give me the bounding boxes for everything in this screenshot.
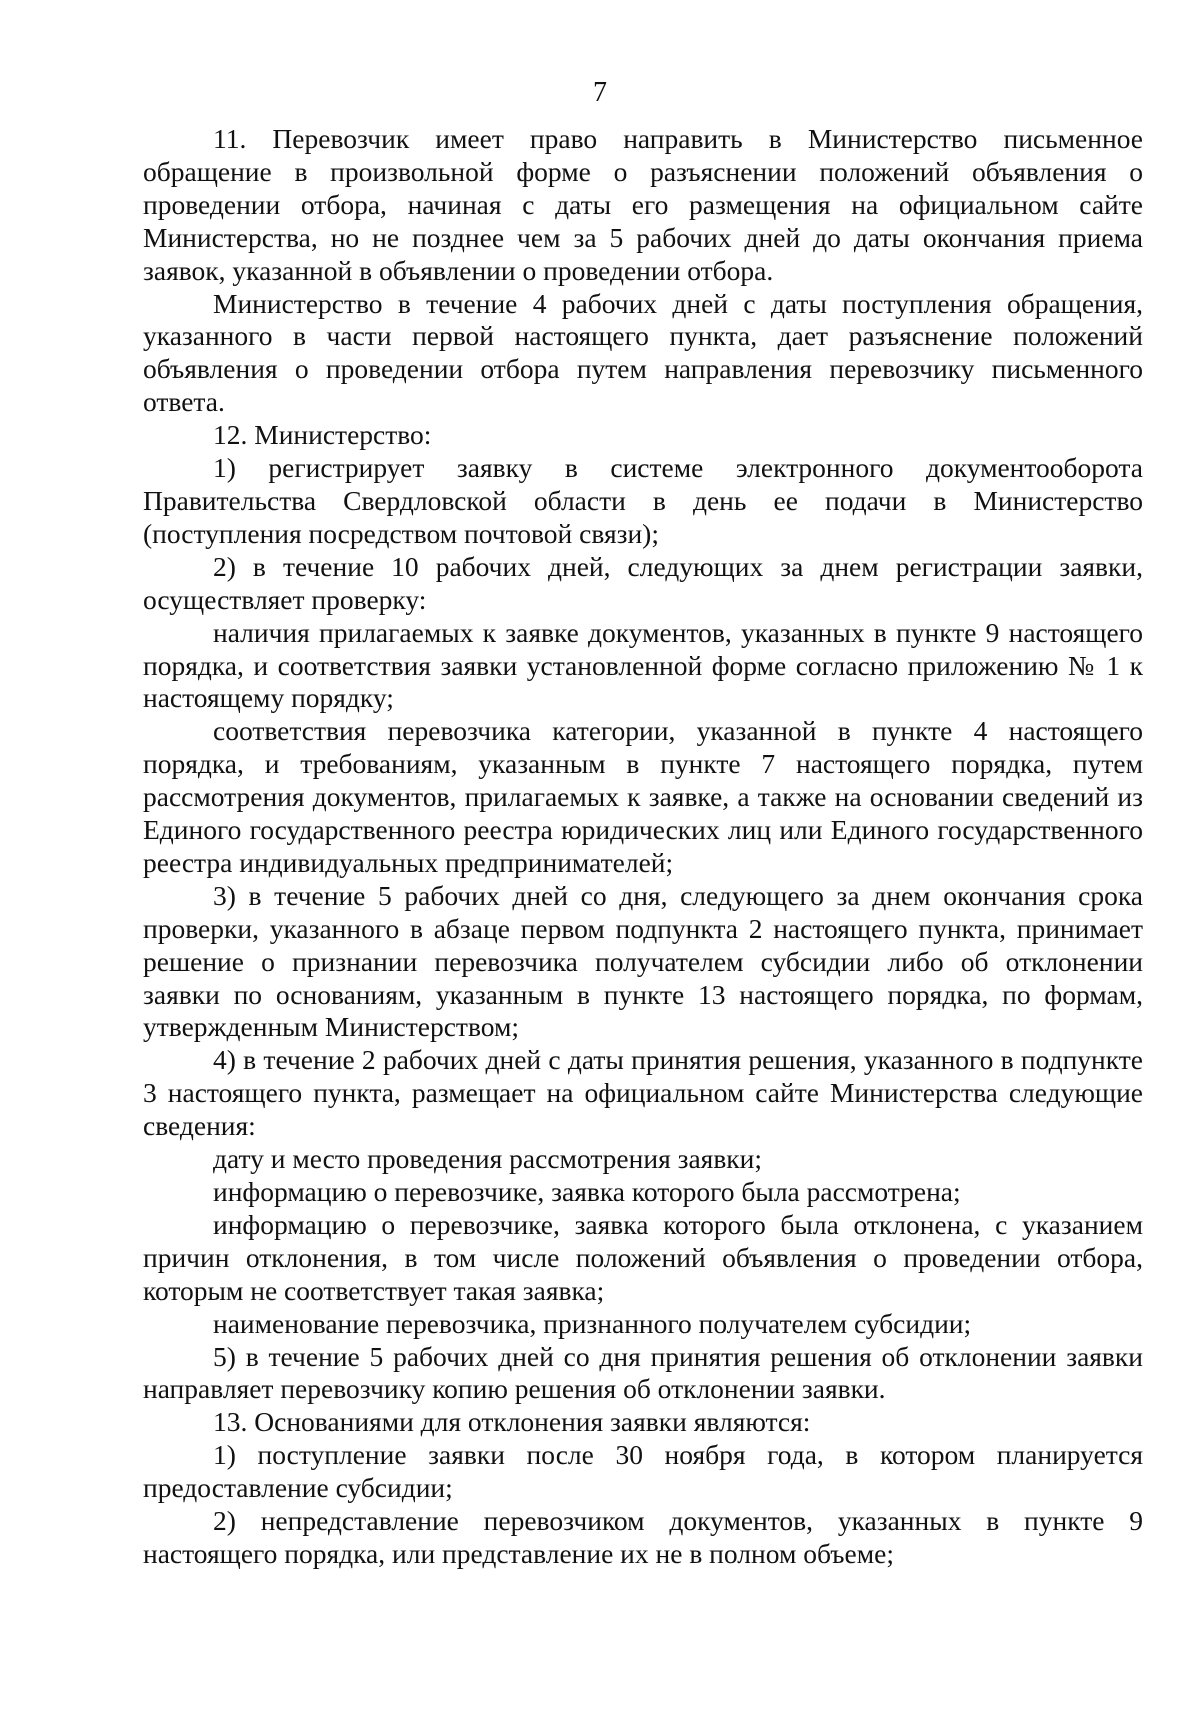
paragraph-info-date-place: дату и место проведения рассмотрения заявки; (213, 1143, 763, 1175)
paragraph-11-request-clarification: 11. Перевозчик имеет право направить в Министерство письменное обращение в произвольной форме о разъяснении положений объявления о проведении отбора, начиная с даты его размещения на официальном сайте Министерства, но не позднее чем за 5 рабочих дней до даты окончания приема заявок, указанной в объявлении о проведении отбора. (143, 123, 1143, 286)
paragraph-12-item-3: 3) в течение 5 рабочих дней со дня, следующего за днем окончания срока проверки, указанного в абзаце первом подпункта 2 настоящего пункта, принимает решение о признании перевозчика получателем субсидии либо об отклонении заявки по основаниям, указанным в пункте 13 настоящего порядка, по формам, утвержденным Министерством; (143, 879, 1143, 1043)
paragraph-13-item-2: 2) непредставление перевозчиком документов, указанных в пункте 9 настоящего порядка, или представление их не в полном объеме; (143, 1505, 1143, 1569)
paragraph-info-reviewed: информацию о перевозчике, заявка которого была рассмотрена; (213, 1176, 961, 1207)
paragraph-12-item-2: 2) в течение 10 рабочих дней, следующих за днем регистрации заявки, осуществляет проверку: (143, 550, 1143, 615)
paragraph-check-carrier: соответствия перевозчика категории, указанной в пункте 4 настоящего порядка, и требованиям, указанным в пункте 7 настоящего порядка, путем рассмотрения документов, прилагаемых к заявке, а также на основании сведений из Единого государственного реестра юридических лиц или Единого государственного реестра индивидуальных предпринимателей; (143, 715, 1143, 878)
paragraph-12-heading: 12. Министерство: (213, 419, 432, 451)
paragraph-info-rejected: информацию о перевозчике, заявка которого была отклонена, с указанием причин отклонения, в том числе положений объявления о проведении отбора, которым не соответствует такая заявка; (143, 1208, 1143, 1306)
document-body (143, 123, 1143, 1571)
paragraph-ministry-response: Министерство в течение 4 рабочих дней с даты поступления обращения, указанного в части первой настоящего пункта, дает разъяснение положений объявления о проведении отбора путем направления перевозчику письменного ответа. (143, 287, 1143, 418)
paragraph-12-item-5: 5) в течение 5 рабочих дней со дня принятия решения об отклонении заявки направляет перевозчику копию решения об отклонении заявки. (143, 1340, 1143, 1405)
paragraph-12-item-1: 1) регистрирует заявку в системе электронного документооборота Правительства Свердловской области в день ее подачи в Министерство (поступления посредством почтовой связи); (143, 452, 1143, 549)
paragraph-12-item-4: 4) в течение 2 рабочих дней с даты принятия решения, указанного в подпункте 3 настоящего пункта, размещает на официальном сайте Министерства следующие сведения: (143, 1044, 1143, 1142)
paragraph-check-documents: наличия прилагаемых к заявке документов, указанных в пункте 9 настоящего порядка, и соответствия заявки установленной форме согласно приложению № 1 к настоящему порядку; (143, 616, 1143, 714)
paragraph-13-item-1: 1) поступление заявки после 30 ноября года, в котором планируется предоставление субсидии; (143, 1439, 1143, 1504)
paragraph-13-heading: 13. Основаниями для отклонения заявки являются: (213, 1406, 811, 1438)
page-number: 7 (593, 77, 607, 108)
paragraph-info-recipient: наименование перевозчика, признанного получателем субсидии; (213, 1307, 972, 1339)
